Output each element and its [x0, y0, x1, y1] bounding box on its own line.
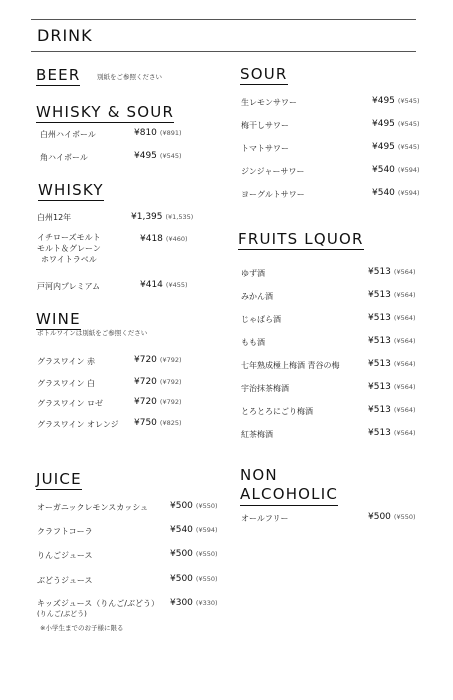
title-rule — [31, 51, 416, 52]
item-price: ¥513 (¥564) — [368, 428, 416, 438]
item-price: ¥540 (¥594) — [372, 165, 420, 175]
item-price: ¥720 (¥792) — [134, 377, 182, 387]
fruits-liquor-title: FRUITS LQUOR — [238, 230, 364, 248]
wine-title: WINE — [36, 310, 81, 328]
item-price: ¥500 (¥550) — [170, 574, 218, 584]
menu-item: じゃばら酒 — [241, 315, 281, 324]
menu-item: みかん酒 — [241, 292, 273, 301]
item-price: ¥500 (¥550) — [368, 512, 416, 522]
menu-item: 白州12年 — [37, 213, 72, 222]
menu-item: オーガニックレモンスカッシュ — [37, 503, 149, 512]
menu-item: 生レモンサワー — [241, 98, 297, 107]
item-price: ¥750 (¥825) — [134, 418, 182, 428]
item-price: ¥540 (¥594) — [170, 525, 218, 535]
item-price: ¥495 (¥545) — [134, 151, 182, 161]
menu-item: オールフリー — [241, 514, 289, 523]
wine-note: ボトルワインは別紙をご参照ください — [37, 329, 148, 337]
item-price: ¥513 (¥564) — [368, 313, 416, 323]
item-price: ¥500 (¥550) — [170, 501, 218, 511]
menu-item: もも酒 — [241, 338, 265, 347]
item-price: ¥513 (¥564) — [368, 382, 416, 392]
item-price: ¥414 (¥455) — [140, 280, 188, 290]
menu-item: グラスワイン ロゼ — [37, 399, 104, 408]
item-price: ¥513 (¥564) — [368, 267, 416, 277]
menu-item: グラスワイン オレンジ — [37, 420, 119, 429]
menu-item — [37, 232, 101, 265]
menu-item: 七年熟成極上梅酒 青谷の梅 — [241, 361, 340, 370]
item-name-line: モルト＆グレーン — [37, 244, 101, 253]
juice-note: ※小学生までのお子様に限る — [40, 624, 124, 632]
item-price: ¥513 (¥564) — [368, 336, 416, 346]
beer-title: BEER — [36, 66, 81, 84]
sour-title: SOUR — [240, 65, 288, 83]
menu-item: 角ハイボール — [40, 153, 88, 162]
menu-item: ジンジャーサワー — [241, 167, 305, 176]
beer-note: 別紙をご参照ください — [97, 73, 162, 81]
menu-item: ぶどうジュース — [37, 576, 93, 585]
menu-item: 宇治抹茶梅酒 — [241, 384, 289, 393]
menu-item: グラスワイン 白 — [37, 379, 96, 388]
item-price: ¥418 (¥460) — [140, 234, 188, 244]
item-price: ¥720 (¥792) — [134, 355, 182, 365]
whisky-sour-title: WHISKY & SOUR — [36, 103, 175, 121]
top-rule — [31, 19, 416, 20]
non-alcoholic-title — [240, 466, 338, 506]
whisky-title: WHISKY — [38, 181, 104, 199]
item-price: ¥513 (¥564) — [368, 359, 416, 369]
page-title: DRINK — [37, 26, 93, 45]
item-price: ¥500 (¥550) — [170, 549, 218, 559]
menu-item: 紅茶梅酒 — [241, 430, 273, 439]
item-price: ¥513 (¥564) — [368, 405, 416, 415]
menu-item: グラスワイン 赤 — [37, 357, 96, 366]
item-price: ¥495 (¥545) — [372, 142, 420, 152]
item-name-line: (りんご/ぶどう) — [37, 610, 87, 618]
non-alcoholic-title-line: NON — [240, 466, 278, 484]
menu-item: 戸河内プレミアム — [37, 282, 101, 291]
menu-item: トマトサワー — [241, 144, 289, 153]
item-price: ¥810 (¥891) — [134, 128, 182, 138]
item-price: ¥300 (¥330) — [170, 598, 218, 608]
menu-item: りんごジュース — [37, 551, 93, 560]
juice-title: JUICE — [36, 470, 82, 488]
non-alcoholic-title-line: ALCOHOLIC — [240, 485, 338, 506]
menu-item: 梅干しサワー — [241, 121, 289, 130]
menu-item: 白州ハイボール — [40, 130, 96, 139]
item-price: ¥720 (¥792) — [134, 397, 182, 407]
item-name-line: ホワイトラベル — [41, 255, 97, 264]
menu-item: クラフトコーラ — [37, 527, 93, 536]
menu-item: ゆず酒 — [241, 269, 265, 278]
item-price: ¥495 (¥545) — [372, 119, 420, 129]
item-price: ¥513 (¥564) — [368, 290, 416, 300]
item-price: ¥1,395 (¥1,535) — [131, 212, 194, 222]
item-price: ¥540 (¥594) — [372, 188, 420, 198]
menu-item: ヨーグルトサワー — [241, 190, 305, 199]
item-name-line: キッズジュース（りんご/ぶどう） — [37, 599, 159, 608]
menu-item — [37, 598, 159, 620]
item-price: ¥495 (¥545) — [372, 96, 420, 106]
item-name-line: イチローズモルト — [37, 233, 101, 242]
menu-item: とろとろにごり梅酒 — [241, 407, 313, 416]
